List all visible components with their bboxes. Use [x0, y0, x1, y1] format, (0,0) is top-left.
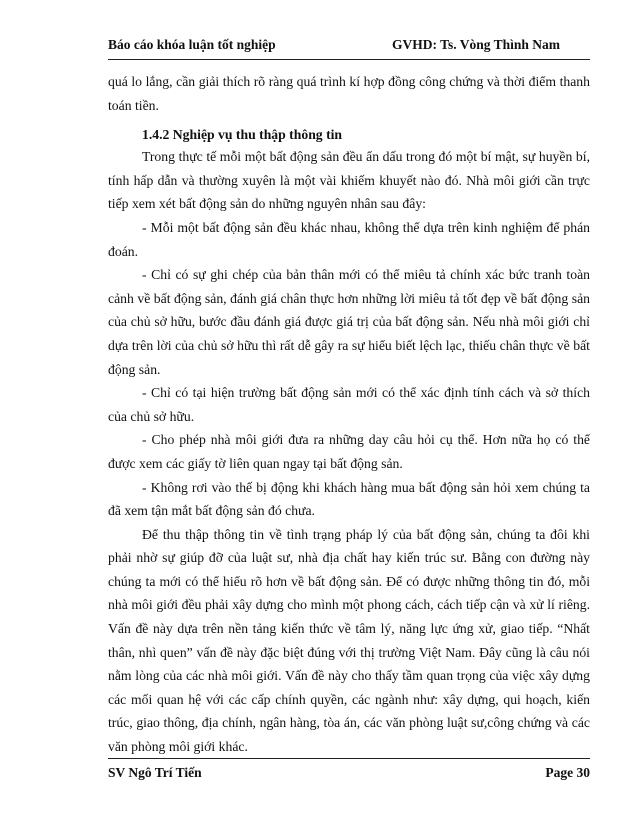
- footer-page-number: Page 30: [545, 765, 590, 780]
- bullet-paragraph-2: - Chỉ có sự ghi chép của bản thân mới có thể miêu tả chính xác bức tranh toàn cảnh về bất động sản, đánh giá chân thực hơn những lời miêu tả tốt đẹp về bất động sản của chủ sở hữu, bước đầu đánh giá được giá trị của bất động sản. Nếu nhà môi giới chỉ dựa trên lời của chủ sở hữu thì rất dễ gây ra sự hiểu biết lệch lạc, thiếu chân thực về bất động sản.: [108, 267, 590, 377]
- header-report-title: Báo cáo khóa luận tốt nghiệp: [108, 37, 276, 52]
- bullet-paragraph-4: - Cho phép nhà môi giới đưa ra những day câu hỏi cụ thể. Hơn nữa họ có thể được xem các giấy tờ liên quan ngay tại bất động sản.: [108, 432, 590, 471]
- footer-divider: [108, 758, 590, 759]
- paragraph-intro: Trong thực tế mỗi một bất động sản đều ẩn dấu trong đó một bí mật, sự huyền bí, tính hấp dẫn và thường xuyên là một vài khiếm khuyết nào đó. Nhà môi giới cần trực tiếp xem xét bất động sản do những nguyên nhân sau đây:: [108, 149, 590, 212]
- page-body: [108, 70, 590, 759]
- header-supervisor: GVHD: Ts. Vòng Thình Nam: [392, 37, 560, 52]
- header-divider: [108, 59, 590, 60]
- section-heading: 1.4.2 Nghiệp vụ thu thập thông tin: [142, 127, 343, 143]
- page-footer: [108, 764, 590, 782]
- paragraph-legal-info: Để thu thập thông tin về tình trạng pháp lý của bất động sản, chúng ta đôi khi phải nhờ sự giúp đỡ của luật sư, nhà địa chất hay kiến trúc sư. Bằng con đường này chúng ta mới có thể hiểu rõ hơn về bất động sản. Để có được những thông tin đó, mỗi nhà môi giới đều phải xây dựng cho mình một phong cách, cách tiếp cận và xử lí riêng. Vấn đề này dựa trên nền tảng kiến thức về tâm lý, năng lực ứng xử, giao tiếp. “Nhất thân, nhì quen” vấn đề này đặc biệt đúng với thị trường Việt Nam. Đây cũng là câu nói nằm lòng của các nhà môi giới. Vấn đề này cho thấy tầm quan trọng của việc xây dựng các mối quan hệ với các cấp chính quyền, các ngành như: xây dựng, qui hoạch, kiến trúc, giao thông, địa chính, ngân hàng, tòa án, các văn phòng luật sư,công chứng và các văn phòng môi giới khác.: [108, 526, 590, 755]
- page-header: [108, 36, 560, 54]
- bullet-paragraph-1: - Mỗi một bất động sản đều khác nhau, không thể dựa trên kinh nghiệm để phán đoán.: [108, 219, 590, 259]
- bullet-paragraph-5: - Không rơi vào thế bị động khi khách hàng mua bất động sản hỏi xem chúng ta đã xem tận mắt bất động sản đó chưa.: [108, 479, 590, 519]
- footer-student-name: SV Ngô Trí Tiến: [108, 765, 202, 780]
- paragraph-continued: quá lo lắng, cần giải thích rõ ràng quá trình kí hợp đồng công chứng và thời điểm thanh toán tiền.: [108, 74, 590, 113]
- bullet-paragraph-3: - Chỉ có tại hiện trường bất động sản mới có thể xác định tính cách và sở thích của chủ sở hữu.: [108, 385, 590, 424]
